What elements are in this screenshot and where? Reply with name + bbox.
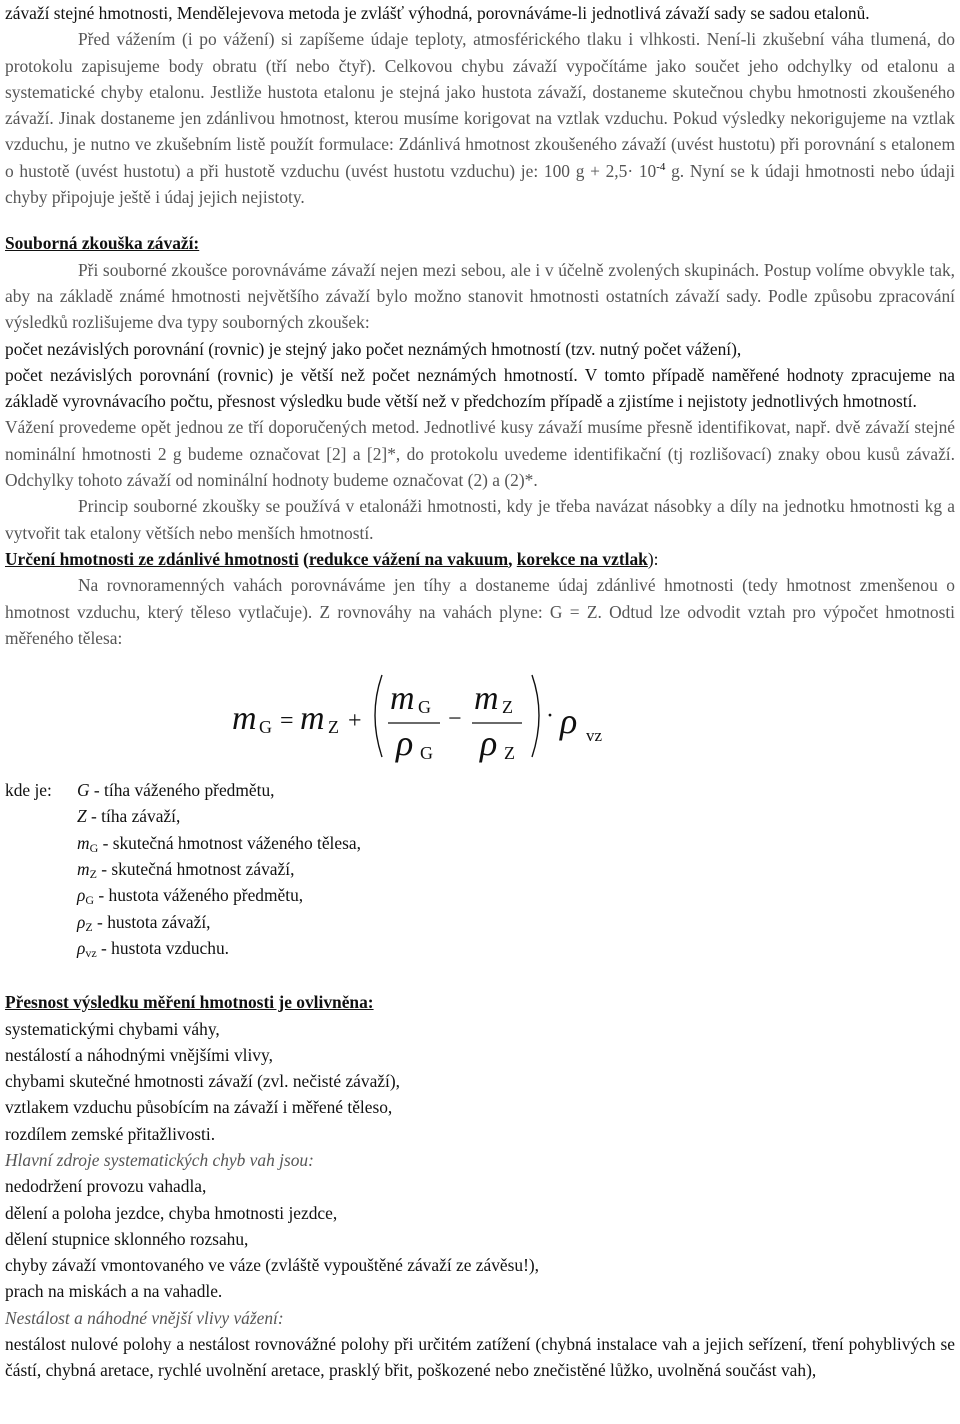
formula-num1: m <box>390 680 415 718</box>
definition-row: kde je: G - tíha váženého předmětu, <box>5 777 955 803</box>
formula-lhs-sub: G <box>259 717 272 738</box>
formula-num1-sub: G <box>418 697 431 718</box>
souborna-bullet-list <box>5 336 955 415</box>
formula-num2-sub: Z <box>502 697 513 718</box>
list-item: rozdílem zemské přitažlivosti. <box>5 1123 216 1144</box>
souborna-paragraph-2: Vážení provedeme opět jednou ze tří doporučených metod. Jednotlivé kusy závaží musíme přesně identifikovat, např. dvě závaží stejné nominální hmotnosti 2 g budeme označovat [2] a [2]*, do protokolu uvedeme identifikační (tj rozlišovací) znaky obou kusů závaží. Odchylky tohoto závaží od nominální hodnoty budeme označovat (2) a (2)*. <box>5 417 955 491</box>
list-item: chybami skutečné hmotnosti závaží (zvl. nečisté závaží), <box>5 1071 400 1092</box>
formula-eq: = <box>280 708 294 735</box>
formula-num2: m <box>474 680 499 718</box>
list-item: dělení stupnice sklonného rozsahu, <box>5 1228 249 1249</box>
definition-row: $m_G$ - skutečná hmotnost váženého tělesa, <box>77 832 361 855</box>
list-item: vztlakem vzduchu působícím na závaží i měřené těleso, <box>5 1097 393 1118</box>
section-heading-souborna: Souborná zkouška závaží: <box>5 233 200 254</box>
formula-m1-sub: Z <box>328 717 339 738</box>
formula-right-paren <box>532 675 539 757</box>
list-item: nestálost nulové polohy a nestálost rovnovážné polohy při určitém zatížení (chybná instalace vah a jejich seřízení, tření pohyblivých se částí, chybná aretace, rychlé uvolnění aretace, prasklý břit, poškozené nebo znečistěné lůžko, uvolněná součást vah), <box>5 1334 955 1381</box>
list-item: počet nezávislých porovnání (rovnic) je větší než počet neznámých hmotností. V tomto případě naměřené hodnoty zpracujeme na základě vyrovnávacího počtu, přesnost výsledku bude větší než v předchozím případě a zjistíme i nejistoty jednotlivých hmotností. <box>5 364 955 412</box>
formula-left-paren <box>375 675 382 757</box>
section-heading-presnost: Přesnost výsledku měření hmotnosti je ovlivněna: <box>5 992 374 1013</box>
formula-den1: ρ <box>396 723 414 764</box>
list-item: dělení a poloha jezdce, chyba hmotnosti jezdce, <box>5 1202 338 1223</box>
systematic-errors-list <box>5 1173 955 1304</box>
definition-row: $\rho_Z$ - hustota závaží, <box>77 911 211 934</box>
formula-lhs: m <box>232 700 257 738</box>
exponent: -4 <box>656 160 666 173</box>
formula-m1: m <box>300 700 325 738</box>
formula-den2: ρ <box>480 723 498 764</box>
list-item: nestálostí a náhodnými vnějšími vlivy, <box>5 1044 273 1065</box>
souborna-paragraph-1: Při souborné zkoušce porovnáváme závaží nejen mezi sebou, ale i v účelně zvolených skupinách. Postup volíme obvykle tak, aby na základě známé hmotnosti největšího závaží bylo možno stanovit hmotnosti ostatních závaží sady. Podle způsobu zpracování výsledků rozlišujeme dva typy souborných zkoušek: <box>5 259 955 333</box>
formula-rho-sub: vz <box>586 726 603 746</box>
definition-row: Z - tíha závaží, <box>77 806 181 827</box>
subheading-random-influences: Nestálost a náhodné vnější vlivy vážení: <box>5 1307 284 1328</box>
formula-rho: ρ <box>560 701 578 742</box>
presnost-bullet-list <box>5 1016 955 1147</box>
intro-paragraph-2 <box>5 26 955 210</box>
definition-row: $\rho_{vz}$ - hustota vzduchu. <box>77 937 230 960</box>
formula-den2-sub: Z <box>504 743 515 764</box>
list-item: počet nezávislých porovnání (rovnic) je stejný jako počet neznámých hmotností (tzv. nutný počet vážení), <box>5 338 742 359</box>
subheading-systematic-errors: Hlavní zdroje systematických chyb vah jsou: <box>5 1149 314 1170</box>
list-item: systematickými chybami váhy, <box>5 1018 220 1039</box>
intro-paragraph-2-tail: g. Nyní se k údaji hmotnosti nebo údaji chyby připojuje ještě i údaj jejich nejistoty. <box>5 160 955 208</box>
definition-row: $\rho_G$ - hustota váženého předmětu, <box>77 885 304 908</box>
formula-minus: − <box>448 706 462 733</box>
list-item: chyby závaží vmontovaného ve váze (zvláště vypouštěné závaží ze závěsu!), <box>5 1255 540 1276</box>
souborna-paragraph-3: Princip souborné zkoušky se používá v etalonáži hmotnosti, kdy je třeba navázat násobky a díly na jednotku hmotnosti kg a vytvořit tak etalony větších nebo menších hmotností. <box>5 496 955 543</box>
formula-den1-sub: G <box>420 743 433 764</box>
intro-paragraph-2-text: Před vážením (i po vážení) si zapíšeme údaje teploty, atmosférického tlaku i vlhkosti. Není-li zkušební váha tlumená, do protokolu zapisujeme body obratu (tří nebo čtyř). Celkovou chybu závaží vypočítáme jako součet jeho odchylky od etalonu a systematické chyby etalonu. Jestliže hustota etalonu je stejná jako hustota závaží, dostaneme skutečnou chybu hmotnosti zkoušeného závaží. Jinak dostaneme jen zdánlivou hmotnost, kterou musíme korigovat na vztlak vzduchu. Pokud výsledky nekorigujeme na vztlak vzduchu, je nutno ve zkušebním listě použít formulace: Zdánlivá hmotnost zkoušeného závaží (uvést hustotu) při porovnání s etalonem o hustotě (uvést hustotu) a při hustotě vzduchu (uvést hustotu vzduchu) je: 100 g + 2,5· 10 <box>5 29 955 181</box>
list-item: prach na miskách a na vahadle. <box>5 1281 223 1302</box>
formula-dot: · <box>546 703 554 730</box>
list-item: nedodržení provozu vahadla, <box>5 1176 207 1197</box>
random-influences-list <box>5 1331 955 1384</box>
formula-plus: + <box>348 708 362 735</box>
section-heading-urceni: Určení hmotnosti ze zdánlivé hmotnosti (redukce vážení na vakuum, korekce na vztlak): <box>5 548 659 569</box>
mass-formula <box>5 653 955 777</box>
definitions-lead: kde je: <box>5 780 52 801</box>
intro-paragraph-1: závaží stejné hmotnosti, Mendělejevova metoda je zvlášť výhodná, porovnáváme-li jednotlivá závaží sady se sadou etalonů. <box>5 3 870 23</box>
symbol-definitions <box>5 777 955 961</box>
formula-graphic <box>230 653 790 773</box>
definition-row: $m_Z$ - skutečná hmotnost závaží, <box>77 859 295 882</box>
urceni-paragraph-1: Na rovnoramenných vahách porovnáváme jen tíhy a dostaneme údaj zdánlivé hmotnosti (tedy hmotnost zmenšenou o hmotnost vzduchu, který těleso vytlačuje). Z rovnováhy na vahách plyne: G = Z. Odtud lze odvodit vztah pro výpočet hmotnosti měřeného tělesa: <box>5 575 955 648</box>
